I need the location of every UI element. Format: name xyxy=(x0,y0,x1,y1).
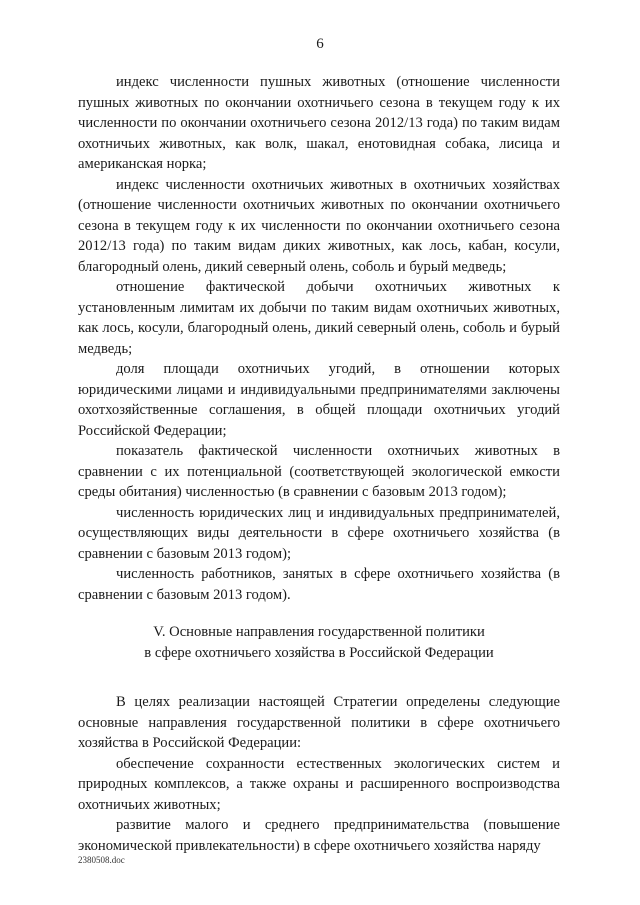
document-body xyxy=(78,72,560,856)
paragraph-ecosystem-preservation: обеспечение сохранности естественных экологических систем и природных комплексов, а также охраны и расширенного воспроизводства охотничьих животных; xyxy=(78,755,560,813)
section-heading xyxy=(78,622,560,663)
paragraph-business-development: развитие малого и среднего предпринимательства (повышение экономической привлекательности) в сфере охотничьего хозяйства наряду xyxy=(78,817,560,854)
paragraph-population-indicator: показатель фактической численности охотничьих животных в сравнении с их потенциальной (соответствующей экологической емкости среды обитания) численностью (в сравнении с базовым 2013 годом); xyxy=(78,443,560,500)
paragraph-intro: В целях реализации настоящей Стратегии определены следующие основные направления государственной политики в сфере охотничьего хозяйства в Российской Федерации: xyxy=(78,694,560,751)
paragraph-entrepreneurs-count: численность юридических лиц и индивидуальных предпринимателей, осуществляющих виды деятельности в сфере охотничьего хозяйства (в сравнении с базовым 2013 годом); xyxy=(78,504,560,562)
page-number: 6 xyxy=(316,36,324,52)
section-heading-line-1: V. Основные направления государственной политики xyxy=(153,624,485,640)
paragraph-hunting-farm-index: индекс численности охотничьих животных в охотничьих хозяйствах (отношение численности охотничьих животных по окончании охотничьего сезона в текущем году к их численности по окончании охотничьего сезона 2012/13 года) по таким видам диких животных, как лось, кабан, косули, благородный олень, дикий северный олень, соболь и бурый медведь; xyxy=(78,176,560,275)
paragraph-harvest-ratio: отношение фактической добычи охотничьих животных к установленным лимитам их добычи по таким видам охотничьих животных, как лось, косули, благородный олень, дикий северный олень, соболь и бурый медведь; xyxy=(78,279,560,357)
paragraph-fur-animal-index: индекс численности пушных животных (отношение численности пушных животных по окончании охотничьего сезона в текущем году к их численности по окончании охотничьего сезона 2012/13 года) по таким видам охотничьих животных, как волк, шакал, енотовидная собака, лисица и американская норка; xyxy=(78,74,560,172)
footer-file-code: 2380508.doc xyxy=(78,855,125,865)
paragraph-workers-count: численность работников, занятых в сфере охотничьего хозяйства (в сравнении с базовым 2013 годом). xyxy=(78,566,560,603)
paragraph-land-share: доля площади охотничьих угодий, в отношении которых юридическими лицами и индивидуальными предпринимателями заключены охотхозяйственные соглашения, в общей площади охотничьих угодий Российской Федерации; xyxy=(78,361,560,439)
section-heading-line-2: в сфере охотничьего хозяйства в Российской Федерации xyxy=(144,644,494,661)
